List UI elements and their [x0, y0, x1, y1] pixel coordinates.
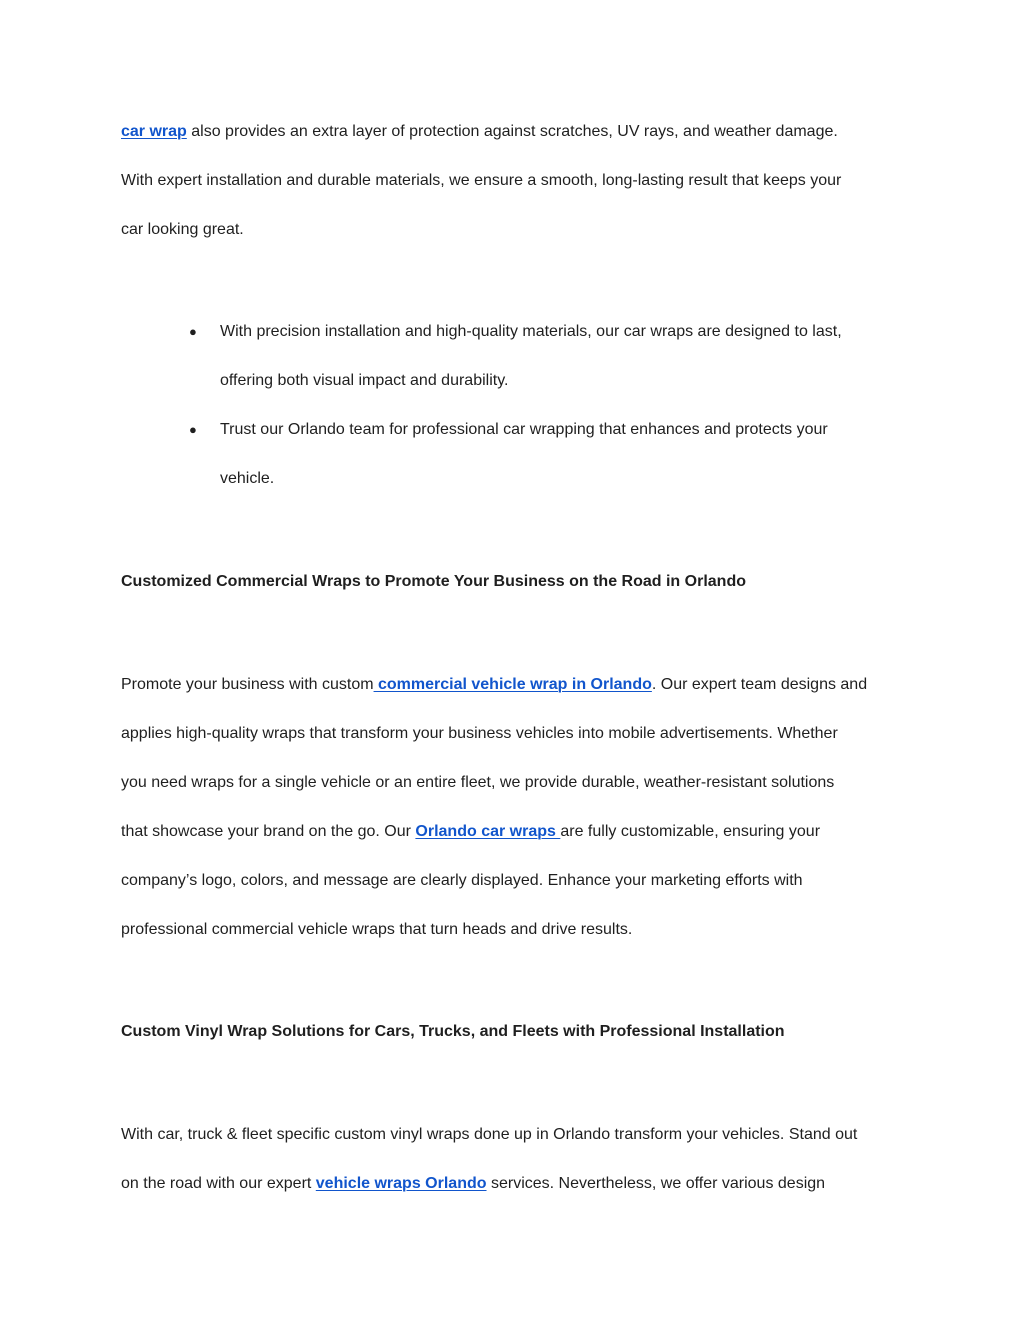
section1-line-4-pre: that showcase your brand on the go. Our — [121, 823, 416, 840]
section2-line-1: With car, truck & fleet specific custom vinyl wraps done up in Orlando transform your vehicles. Stand out — [121, 1126, 858, 1143]
vehicle-wraps-orlando-link[interactable]: vehicle wraps Orlando — [315, 1175, 487, 1192]
section1-line-1-pre: Promote your business with custom — [121, 676, 374, 693]
bullet-marker: ● — [189, 324, 197, 339]
section1-line-6: professional commercial vehicle wraps that turn heads and drive results. — [121, 921, 633, 938]
bullet-1-line-2: offering both visual impact and durability. — [220, 372, 509, 389]
intro-line-3: car looking great. — [121, 221, 244, 238]
car-wrap-link[interactable]: car wrap — [121, 123, 187, 140]
section1-line-3: you need wraps for a single vehicle or an entire fleet, we provide durable, weather-resistant solutions — [121, 774, 835, 791]
intro-line-1-text: also provides an extra layer of protection against scratches, UV rays, and weather damage. — [186, 123, 838, 140]
bullet-2-line-2: vehicle. — [220, 470, 275, 487]
bullet-1-line-1: With precision installation and high-quality materials, our car wraps are designed to last, — [220, 323, 842, 340]
intro-line-2: With expert installation and durable materials, we ensure a smooth, long-lasting result that keeps your — [121, 172, 842, 189]
section2-line-2-post: services. Nevertheless, we offer various design — [486, 1175, 826, 1192]
section1-line-1 — [121, 675, 867, 695]
section1-line-5: company’s logo, colors, and message are clearly displayed. Enhance your marketing efforts with — [121, 872, 803, 889]
bullet-marker: ● — [189, 422, 197, 437]
section1-line-4-post: are fully customizable, ensuring your — [560, 823, 821, 840]
section-heading-commercial-wraps: Customized Commercial Wraps to Promote Your Business on the Road in Orlando — [121, 573, 746, 590]
section-heading-vinyl-wraps: Custom Vinyl Wrap Solutions for Cars, Trucks, and Fleets with Professional Installation — [121, 1023, 785, 1040]
intro-line-1 — [121, 122, 838, 142]
commercial-vehicle-wrap-link[interactable]: commercial vehicle wrap in Orlando — [373, 676, 652, 693]
section1-line-2: applies high-quality wraps that transform your business vehicles into mobile advertisements. Whether — [121, 725, 838, 742]
orlando-car-wraps-link[interactable]: Orlando car wraps — [415, 823, 561, 840]
section2-line-2-pre: on the road with our expert — [121, 1175, 316, 1192]
bullet-2-line-1: Trust our Orlando team for professional car wrapping that enhances and protects your — [220, 421, 828, 438]
section2-line-2 — [121, 1174, 825, 1194]
section1-line-4 — [121, 822, 820, 842]
section1-line-1-post: . Our expert team designs and — [651, 676, 868, 693]
